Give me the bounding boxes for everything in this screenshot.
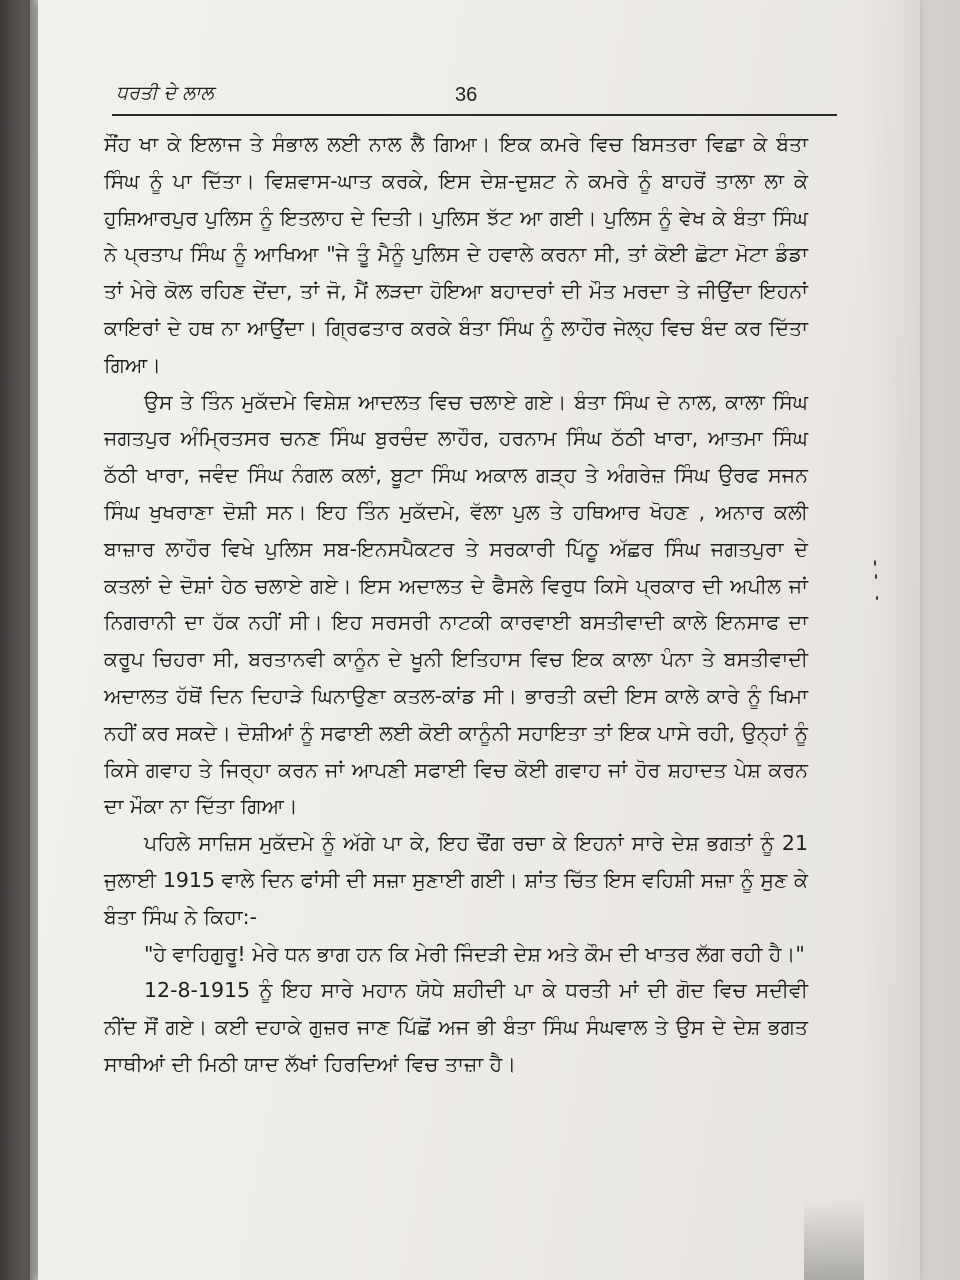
ink-speck [876,596,878,600]
page-corner-shadow [804,1200,864,1280]
paragraph-5: 12-8-1915 ਨੂੰ ਇਹ ਸਾਰੇ ਮਹਾਨ ਯੋਧੇ ਸ਼ਹੀਦੀ ਪਾ ਕੇ ਧਰਤੀ ਮਾਂ ਦੀ ਗੋਦ ਵਿਚ ਸਦੀਵੀ ਨੀਂਦ ਸੌਂ ਗਏ। ਕਈ ਦਹਾਕੇ ਗੁਜ਼ਰ ਜਾਣ ਪਿੱਛੋਂ ਅਜ ਭੀ ਬੰਤਾ ਸਿੰਘ ਸੰਘਵਾਲ ਤੇ ਉਸ ਦੇ ਦੇਸ਼ ਭਗਤ ਸਾਥੀਆਂ ਦੀ ਮਿਠੀ ਯਾਦ ਲੱਖਾਂ ਹਿਰਦਿਆਂ ਵਿਚ ਤਾਜ਼ਾ ਹੈ। [104,978,808,1076]
book-spine-shadow [0,0,40,1280]
paragraph-1: ਸੌਂਹ ਖਾ ਕੇ ਇਲਾਜ ਤੇ ਸੰਭਾਲ ਲਈ ਨਾਲ ਲੈ ਗਿਆ। ਇਕ ਕਮਰੇ ਵਿਚ ਬਿਸਤਰਾ ਵਿਛਾ ਕੇ ਬੰਤਾ ਸਿੰਘ ਨੂੰ ਪਾ ਦਿੱਤਾ। ਵਿਸ਼ਵਾਸ-ਘਾਤ ਕਰਕੇ, ਇਸ ਦੇਸ਼-ਦੁਸ਼ਟ ਨੇ ਕਮਰੇ ਨੂੰ ਬਾਹਰੋਂ ਤਾਲਾ ਲਾ ਕੇ ਹੁਸ਼ਿਆਰਪੁਰ ਪੁਲਿਸ ਨੂੰ ਇਤਲਾਹ ਦੇ ਦਿਤੀ। ਪੁਲਿਸ ਝੱਟ ਆ ਗਈ। ਪੁਲਿਸ ਨੂੰ ਵੇਖ ਕੇ ਬੰਤਾ ਸਿੰਘ ਨੇ ਪ੍ਰਤਾਪ ਸਿੰਘ ਨੂੰ ਆਖਿਆ "ਜੇ ਤੂੰ ਮੈਨੂੰ ਪੁਲਿਸ ਦੇ ਹਵਾਲੇ ਕਰਨਾ ਸੀ, ਤਾਂ ਕੋਈ ਛੋਟਾ ਮੋਟਾ ਡੰਡਾ ਤਾਂ ਮੇਰੇ ਕੋਲ ਰਹਿਣ ਦੇਂਦਾ, ਤਾਂ ਜੋ, ਮੈਂ ਲੜਦਾ ਹੋਇਆ ਬਹਾਦਰਾਂ ਦੀ ਮੌਤ ਮਰਦਾ ਤੇ ਜੀਉਂਦਾ ਇਹਨਾਂ ਕਾਇਰਾਂ ਦੇ ਹਥ ਨਾ ਆਉਂਦਾ। ਗ੍ਰਿਫਤਾਰ ਕਰਕੇ ਬੰਤਾ ਸਿੰਘ ਨੂੰ ਲਾਹੌਰ ਜੇਲ੍ਹ ਵਿਚ ਬੰਦ ਕਰ ਦਿੱਤਾ ਗਿਆ। [104,132,808,377]
book-title: ਧਰਤੀ ਦੇ ਲਾਲ [116,82,214,104]
book-page [38,0,920,1280]
page-number: 36 [455,84,478,106]
ink-speck [874,560,876,566]
page-body [104,126,808,1083]
paragraph-2: ਉਸ ਤੇ ਤਿੰਨ ਮੁਕੱਦਮੇ ਵਿਸ਼ੇਸ਼ ਆਦਲਤ ਵਿਚ ਚਲਾਏ ਗਏ। ਬੰਤਾ ਸਿੰਘ ਦੇ ਨਾਲ, ਕਾਲਾ ਸਿੰਘ ਜਗਤਪੁਰ ਅੰਮ੍ਰਿਤਸਰ ਚਨਣ ਸਿੰਘ ਬੁਰਚੰਦ ਲਾਹੌਰ, ਹਰਨਾਮ ਸਿੰਘ ਠੱਠੀ ਖਾਰਾ, ਆਤਮਾ ਸਿੰਘ ਠੱਠੀ ਖਾਰਾ, ਜਵੰਦ ਸਿੰਘ ਨੰਗਲ ਕਲਾਂ, ਬੂਟਾ ਸਿੰਘ ਅਕਾਲ ਗੜ੍ਹ ਤੇ ਅੰਗਰੇਜ਼ ਸਿੰਘ ਉਰਫ ਸਜਨ ਸਿੰਘ ਖੁਖਰਾਣਾ ਦੋਸ਼ੀ ਸਨ। ਇਹ ਤਿੰਨ ਮੁਕੱਦਮੇ, ਵੱਲਾ ਪੁਲ ਤੇ ਹਥਿਆਰ ਖੋਹਣ , ਅਨਾਰ ਕਲੀ ਬਾਜ਼ਾਰ ਲਾਹੌਰ ਵਿਖੇ ਪੁਲਿਸ ਸਬ-ਇਨਸਪੈਕਟਰ ਤੇ ਸਰਕਾਰੀ ਪਿੱਠੂ ਅੱਛਰ ਸਿੰਘ ਜਗਤਪੁਰਾ ਦੇ ਕਤਲਾਂ ਦੇ ਦੋਸ਼ਾਂ ਹੇਠ ਚਲਾਏ ਗਏ। ਇਸ ਅਦਾਲਤ ਦੇ ਫੈਸਲੇ ਵਿਰੁਧ ਕਿਸੇ ਪ੍ਰਕਾਰ ਦੀ ਅਪੀਲ ਜਾਂ ਨਿਗਰਾਨੀ ਦਾ ਹੱਕ ਨਹੀਂ ਸੀ। ਇਹ ਸਰਸਰੀ ਨਾਟਕੀ ਕਾਰਵਾਈ ਬਸਤੀਵਾਦੀ ਕਾਲੇ ਇਨਸਾਫ ਦਾ ਕਰੂਪ ਚਿਹਰਾ ਸੀ, ਬਰਤਾਨਵੀ ਕਾਨੂੰਨ ਦੇ ਖੂਨੀ ਇਤਿਹਾਸ ਵਿਚ ਇਕ ਕਾਲਾ ਪੰਨਾ ਤੇ ਬਸਤੀਵਾਦੀ ਅਦਾਲਤ ਹੱਥੋਂ ਦਿਨ ਦਿਹਾੜੇ ਘਿਨਾਉਣਾ ਕਤਲ-ਕਾਂਡ ਸੀ। ਭਾਰਤੀ ਕਦੀ ਇਸ ਕਾਲੇ ਕਾਰੇ ਨੂੰ ਖਿਮਾ ਨਹੀਂ ਕਰ ਸਕਦੇ। ਦੋਸ਼ੀਆਂ ਨੂੰ ਸਫਾਈ ਲਈ ਕੋਈ ਕਾਨੂੰਨੀ ਸਹਾਇਤਾ ਤਾਂ ਇਕ ਪਾਸੇ ਰਹੀ, ਉਨ੍ਹਾਂ ਨੂੰ ਕਿਸੇ ਗਵਾਹ ਤੇ ਜਿਰ੍ਹਾ ਕਰਨ ਜਾਂ ਆਪਣੀ ਸਫਾਈ ਵਿਚ ਕੋਈ ਗਵਾਹ ਜਾਂ ਹੋਰ ਸ਼ਹਾਦਤ ਪੇਸ਼ ਕਰਨ ਦਾ ਮੌਕਾ ਨਾ ਦਿੱਤਾ ਗਿਆ। [104,389,808,819]
running-header [112,80,837,116]
quote-paragraph: "ਹੇ ਵਾਹਿਗੁਰੂ! ਮੇਰੇ ਧਨ ਭਾਗ ਹਨ ਕਿ ਮੇਰੀ ਜਿੰਦੜੀ ਦੇਸ਼ ਅਤੇ ਕੌਮ ਦੀ ਖਾਤਰ ਲੱਗ ਰਹੀ ਹੈ।" [144,941,805,966]
paragraph-3: ਪਹਿਲੇ ਸਾਜ਼ਿਸ ਮੁਕੱਦਮੇ ਨੂੰ ਅੱਗੇ ਪਾ ਕੇ, ਇਹ ਢੌਂਗ ਰਚਾ ਕੇ ਇਹਨਾਂ ਸਾਰੇ ਦੇਸ਼ ਭਗਤਾਂ ਨੂੰ 21 ਜੁਲਾਈ 1915 ਵਾਲੇ ਦਿਨ ਫਾਂਸੀ ਦੀ ਸਜ਼ਾ ਸੁਣਾਈ ਗਈ। ਸ਼ਾਂਤ ਚਿੱਤ ਇਸ ਵਹਿਸ਼ੀ ਸਜ਼ਾ ਨੂੰ ਸੁਣ ਕੇ ਬੰਤਾ ਸਿੰਘ ਨੇ ਕਿਹਾ:- [104,831,808,929]
ink-speck [875,574,877,579]
